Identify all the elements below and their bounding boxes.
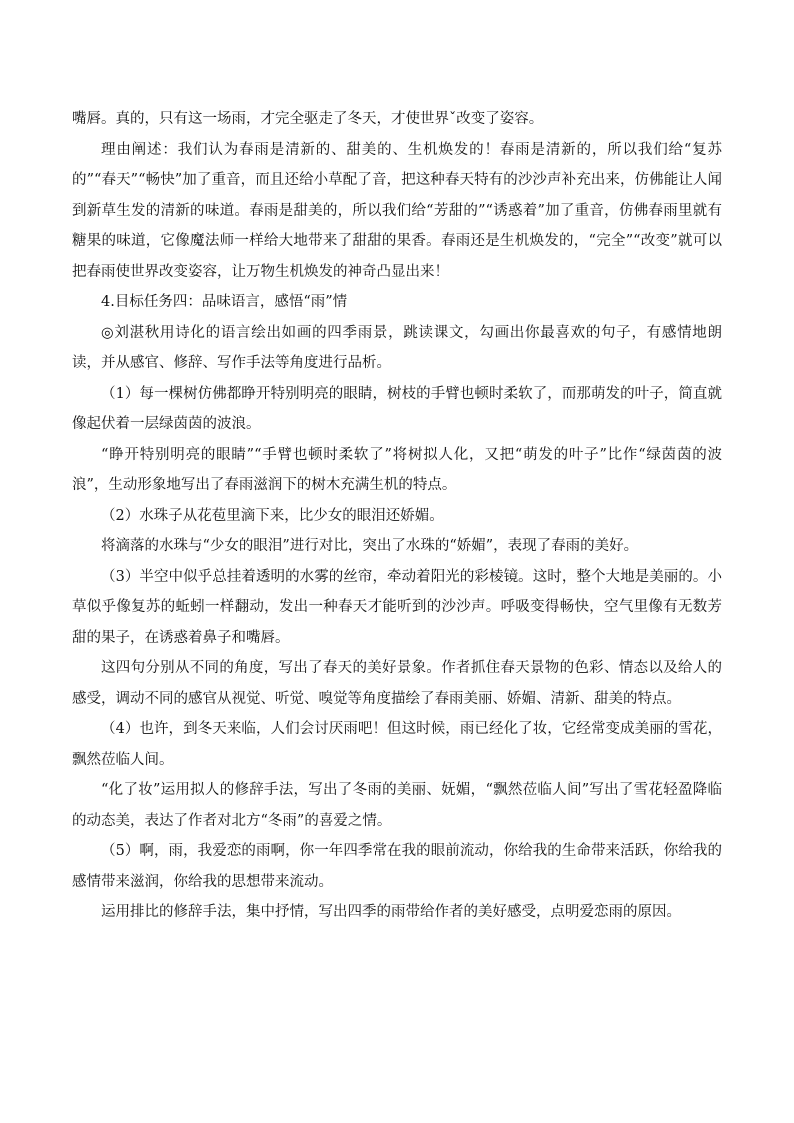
para-reason-explanation: 理由阐述：我们认为春雨是清新的、甜美的、生机焕发的！春雨是清新的，所以我们给“复苏的”“春天”“畅快”加了重音，而且还给小草配了音，把这种春天特有的沙沙声补充出来，仿佛能让人闻到新草生发的清新的味道。春雨是甜美的，所以我们给“芳甜的”“诱惑着”加了重音，仿佛春雨里就有糖果的味道，它像魔法师一样给大地带来了甜甜的果香。春雨还是生机焕发的，“完全”“改变”就可以把春雨使世界改变姿容，让万物生机焕发的神奇凸显出来！ (72, 141, 722, 280)
analysis-1: “睁开特别明亮的眼睛”“手臂也顿时柔软了”将树拟人化，又把“萌发的叶子”比作“绿茵茵的波浪”，生动形象地写出了春雨滋润下的树木充满生机的特点。 (72, 446, 722, 493)
analysis-4: “化了妆”运用拟人的修辞手法，写出了冬雨的美丽、妩媚，“飘然莅临人间”写出了雪花轻盈降临的动态美，表达了作者对北方“冬雨”的喜爱之情。 (72, 782, 722, 829)
task-four-instruction: ◎刘湛秋用诗化的语言绘出如画的四季雨景，跳读课文，勾画出你最喜欢的句子，有感情地朗读，并从感官、修辞、写作手法等角度进行品析。 (72, 324, 722, 371)
sentence-4: （4）也许，到冬天来临，人们会讨厌雨吧！但这时候，雨已经化了妆，它经常变成美丽的雪花，飘然莅临人间。 (72, 721, 722, 768)
sentence-3: （3）半空中似乎总挂着透明的水雾的丝帘，牵动着阳光的彩棱镜。这时，整个大地是美丽的。小草似乎像复苏的蚯蚓一样翻动，发出一种春天才能听到的沙沙声。呼吸变得畅快，空气里像有无数芳甜的果子，在诱惑着鼻子和嘴唇。 (72, 568, 722, 646)
analysis-3: 这四句分别从不同的角度，写出了春天的美好景象。作者抓住春天景物的色彩、情态以及给人的感受，调动不同的感官从视觉、听觉、嗅觉等角度描绘了春雨美丽、娇媚、清新、甜美的特点。 (72, 660, 722, 707)
sentence-5: （5）啊，雨，我爱恋的雨啊，你一年四季常在我的眼前流动，你给我的生命带来活跃，你给我的感情带来滋润，你给我的思想带来流动。 (72, 843, 722, 890)
analysis-2: 将滴落的水珠与“少女的眼泪”进行对比，突出了水珠的“娇媚”，表现了春雨的美好。 (101, 538, 639, 554)
task-four-heading: 4.目标任务四：品味语言，感悟“雨”情 (101, 294, 348, 310)
analysis-5: 运用排比的修辞手法，集中抒情，写出四季的雨带给作者的美好感受，点明爱恋雨的原因。 (101, 904, 681, 920)
document-page (72, 104, 722, 928)
para-rain-continuation: 嘴唇。真的，只有这一场雨，才完全驱走了冬天，才使世界ˇ改变了姿容。 (72, 111, 544, 127)
sentence-1: （1）每一棵树仿佛都睁开特别明亮的眼睛，树枝的手臂也顿时柔软了，而那萌发的叶子，简直就像起伏着一层绿茵茵的波浪。 (72, 385, 722, 432)
sentence-2: （2）水珠子从花苞里滴下来，比少女的眼泪还娇媚。 (101, 507, 444, 524)
